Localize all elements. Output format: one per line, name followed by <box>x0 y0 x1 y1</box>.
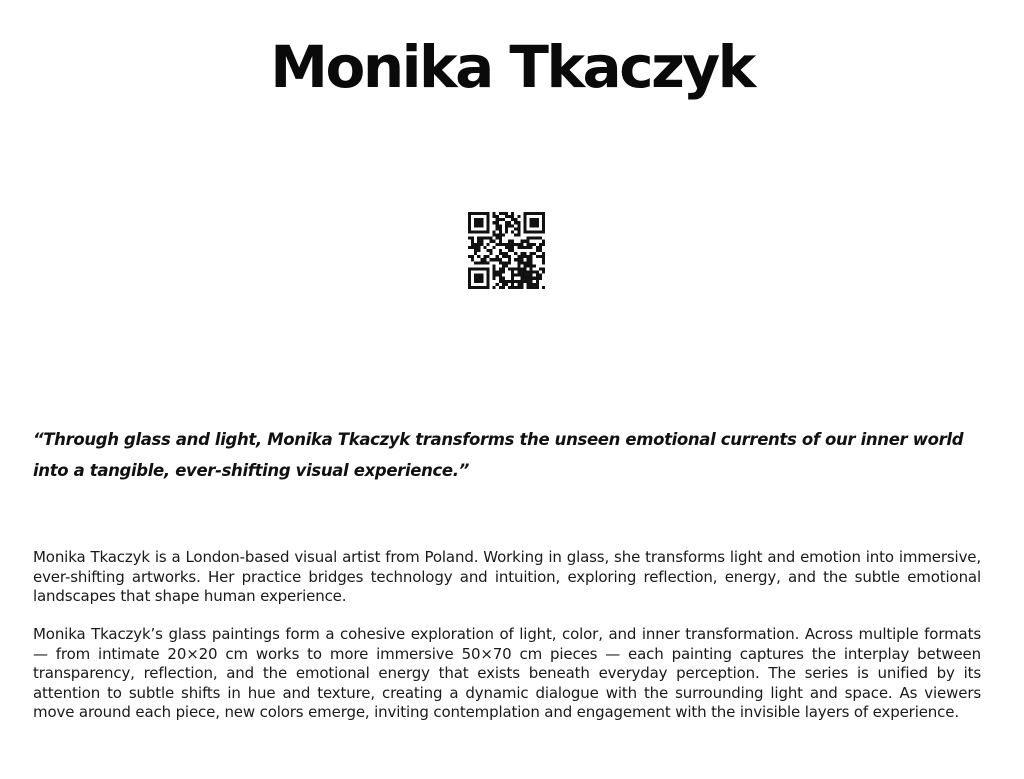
artist-quote: “Through glass and light, Monika Tkaczyk transforms the unseen emotional currents of our inner world into a tangible, ever-shifting visual experience.” <box>33 430 964 480</box>
bio-paragraph-2: Monika Tkaczyk’s glass paintings form a cohesive exploration of light, color, and inner transformation. Across multiple formats — from intimate 20×20 cm works to more immersive 50×70 cm pieces — each painting captures the interplay between transparency, reflection, and the emotional energy that exists beneath everyday perception. The series is unified by its attention to subtle shifts in hue and texture, creating a dynamic dialogue with the surrounding light and space. As viewers move around each piece, new colors emerge, inviting contemplation and engagement with the invisible layers of experience. <box>33 625 981 721</box>
qr-code-icon[interactable] <box>468 212 545 289</box>
bio-paragraph-1: Monika Tkaczyk is a London-based visual artist from Poland. Working in glass, she transforms light and emotion into immersive, ever-shifting artworks. Her practice bridges technology and intuition, exploring reflection, energy, and the subtle emotional landscapes that shape human experience. <box>33 548 981 605</box>
page-title: Monika Tkaczyk <box>270 33 754 101</box>
